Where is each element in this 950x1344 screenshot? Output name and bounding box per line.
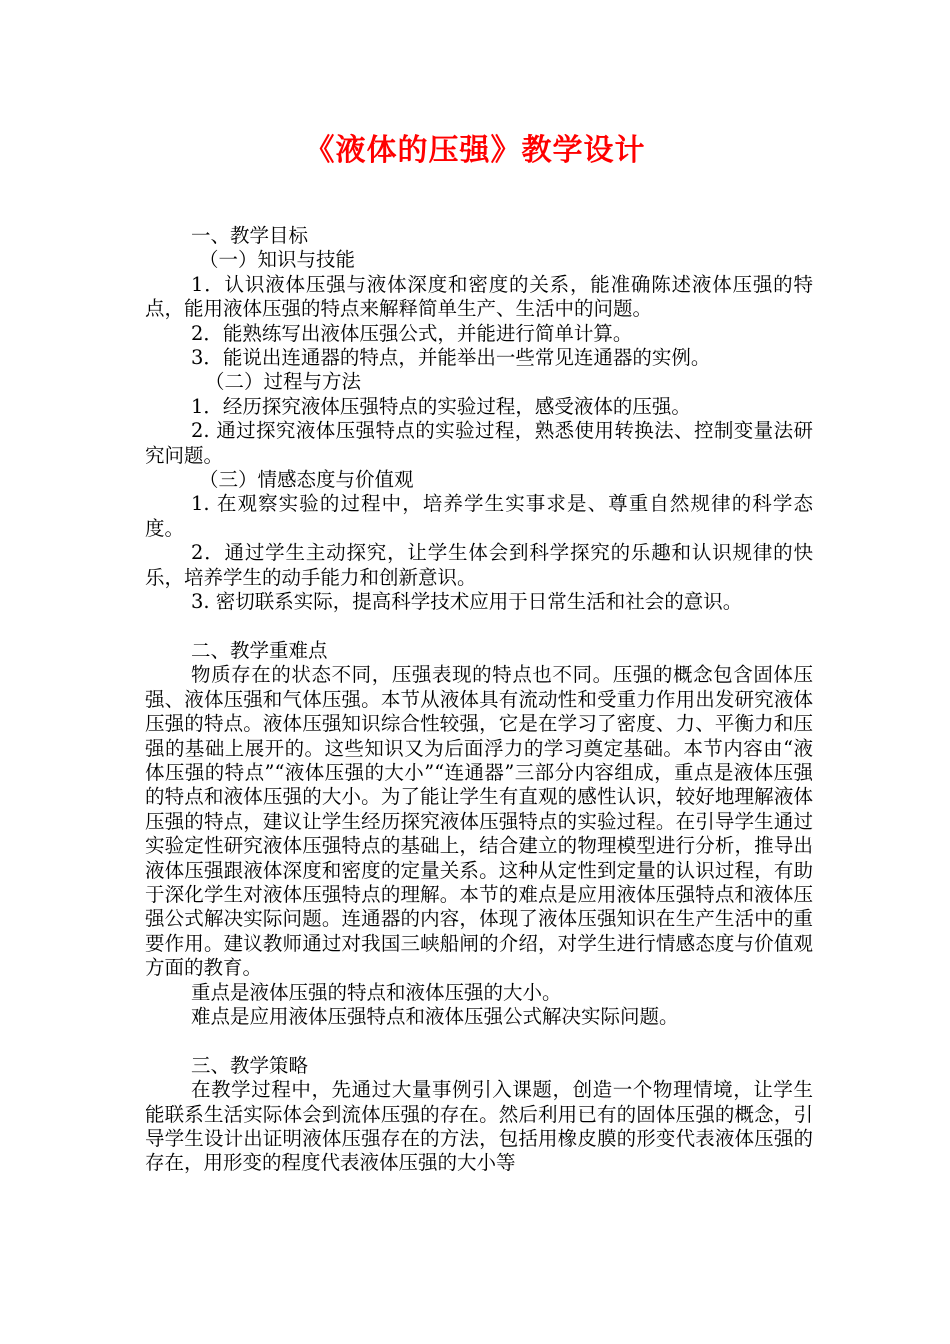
objective-item: 2. 通过探究液体压强特点的实验过程，熟悉使用转换法、控制变量法研究问题。 — [145, 419, 813, 467]
document-title: 《液体的压强》教学设计 — [304, 133, 646, 168]
subsection-heading-attitude: （三）情感态度与价值观 — [199, 468, 414, 492]
section-heading-strategy: 三、教学策略 — [191, 1053, 309, 1077]
section-heading-key-points: 二、教学重难点 — [191, 638, 328, 662]
section-spacer — [145, 615, 813, 639]
objective-item: 2．能熟练写出液体压强公式，并能进行简单计算。 — [191, 321, 633, 345]
objective-item: 1．认识液体压强与液体深度和密度的关系，能准确陈述液体压强的特点，能用液体压强的特点来解释简单生产、生活中的问题。 — [145, 272, 813, 321]
section-heading-objectives: 一、教学目标 — [191, 224, 309, 247]
subsection-heading-knowledge: （一）知识与技能 — [199, 248, 356, 272]
objective-item: 1. 在观察实验的过程中，培养学生实事求是、尊重自然规律的科学态度。 — [145, 492, 813, 540]
objective-item: 1．经历探究液体压强特点的实验过程，感受液体的压强。 — [191, 394, 691, 418]
objective-item: 3. 密切联系实际，提高科学技术应用于日常生活和社会的意识。 — [191, 590, 743, 614]
body-paragraph: 物质存在的状态不同，压强表现的特点也不同。压强的概念包含固体压强、液体压强和气体压强。本节从液体具有流动性和受重力作用出发研究液体压强的特点。液体压强知识综合性较强，它是在学习了密度、力、平衡力和压强的基础上展开的。这些知识又为后面浮力的学习奠定基础。本节内容由“液体压强的特点”“液体压强的大小”“连通器”三部分内容组成，重点是液体压强的特点和液体压强的大小。为了能让学生有直观的感性认识，较好地理解液体压强的特点，建议让学生经历探究液体压强特点的实验过程。在引导学生通过实验定性研究液体压强特点的基础上，结合建立的物理模型进行分析，推导出液体压强跟液体深度和密度的定量关系。这种从定性到定量的认识过程，有助于深化学生对液体压强特点的理解。本节的难点是应用液体压强特点和液体压强公式解决实际问题。连通器的内容，体现了液体压强知识在生产生活中的重要作用。建议教师通过对我国三峡船闸的介绍，对学生进行情感态度与价值观方面的教育。 — [145, 663, 813, 980]
objective-item: 3．能说出连通器的特点，并能举出一些常见连通器的实例。 — [191, 346, 711, 370]
objective-item: 2．通过学生主动探究，让学生体会到科学探究的乐趣和认识规律的快乐，培养学生的动手能力和创新意识。 — [145, 541, 813, 589]
subsection-heading-process: （二）过程与方法 — [205, 370, 362, 394]
document-body — [145, 224, 813, 1176]
body-paragraph: 难点是应用液体压强特点和液体压强公式解决实际问题。 — [191, 1004, 679, 1028]
body-paragraph: 在教学过程中，先通过大量事例引入课题，创造一个物理情境，让学生能联系生活实际体会到流体压强的存在。然后利用已有的固体压强的概念，引导学生设计出证明液体压强存在的方法，包括用橡皮膜的形变代表液体压强的存在，用形变的程度代表液体压强的大小等 — [145, 1078, 813, 1175]
section-spacer — [145, 1029, 813, 1053]
body-paragraph: 重点是液体压强的特点和液体压强的大小。 — [191, 980, 562, 1004]
